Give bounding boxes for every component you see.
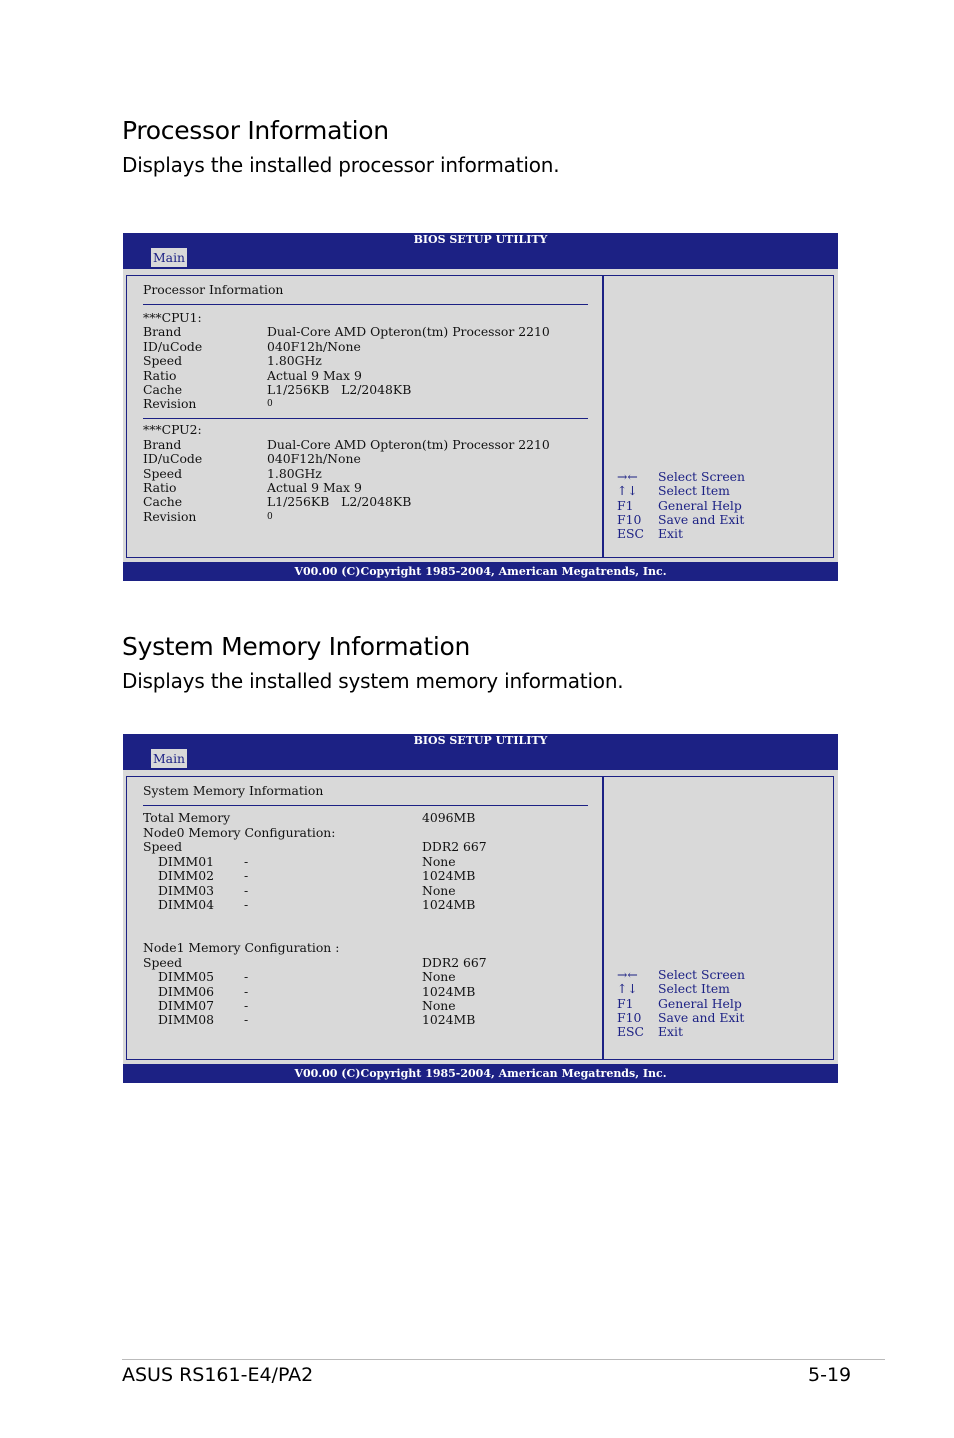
dimm-dash: - [244, 897, 249, 912]
dimm-value: 1024MB [422, 897, 476, 912]
node0-speed-label: Speed [143, 839, 183, 854]
bios-title: BIOS SETUP UTILITY [413, 734, 548, 747]
bios-copyright: V00.00 (C)Copyright 1985-2004, American Megatrends, Inc. [123, 562, 838, 581]
footer-product-name: ASUS RS161-E4/PA2 [122, 1364, 314, 1386]
dimm-value: None [422, 969, 456, 984]
dimm-dash: - [244, 998, 249, 1013]
node1-heading: Node1 Memory Configuration : [143, 940, 340, 955]
dimm-dash: - [244, 854, 249, 869]
pane-title: System Memory Information [143, 783, 324, 798]
arrow-up-down-icon: ↑↓ [617, 981, 638, 997]
help-desc: Select Item [658, 483, 730, 499]
dimm-value: None [422, 854, 456, 869]
section-description-processor: Displays the installed processor information. [122, 153, 560, 177]
cpu1-revision-label: Revision [143, 396, 197, 411]
divider [143, 805, 588, 806]
bios-copyright: V00.00 (C)Copyright 1985-2004, American Megatrends, Inc. [123, 1064, 838, 1083]
bios-screen-memory [123, 734, 838, 1083]
cpu2-brand-value: Dual-Core AMD Opteron(tm) Processor 2210 [267, 437, 550, 452]
pane-title: Processor Information [143, 282, 284, 297]
arrow-left-right-icon: →← [617, 967, 638, 982]
cpu2-ratio-label: Ratio [143, 480, 177, 495]
help-key: F10 [617, 511, 642, 527]
bios-header [123, 233, 838, 269]
info-pane [126, 776, 603, 1060]
section-description-memory: Displays the installed system memory information. [122, 669, 624, 693]
divider [143, 304, 588, 305]
divider [143, 418, 588, 419]
bios-screen-processor [123, 233, 838, 581]
cpu1-ucode-label: ID/uCode [143, 339, 203, 354]
help-pane [603, 275, 834, 558]
arrow-left-right-icon: →← [617, 469, 638, 484]
help-desc: Select Item [658, 981, 730, 997]
dimm-name: DIMM06 [158, 984, 214, 999]
cpu2-speed-label: Speed [143, 466, 183, 481]
cpu1-ratio-label: Ratio [143, 368, 177, 383]
tab-main[interactable]: Main [153, 250, 186, 265]
cpu2-ratio-value: Actual 9 Max 9 [267, 480, 362, 495]
node0-heading: Node0 Memory Configuration: [143, 825, 336, 840]
cpu2-cache-label: Cache [143, 494, 183, 509]
help-desc: Select Screen [658, 469, 745, 484]
help-desc: Exit [658, 1024, 683, 1040]
help-key: F10 [617, 1009, 642, 1025]
cpu1-cache-label: Cache [143, 382, 183, 397]
dimm-name: DIMM03 [158, 883, 214, 898]
help-desc: Exit [658, 526, 683, 542]
bios-title: BIOS SETUP UTILITY [413, 233, 548, 246]
cpu1-ucode-value: 040F12h/None [267, 339, 361, 354]
dimm-name: DIMM02 [158, 868, 214, 883]
cpu1-speed-value: 1.80GHz [267, 353, 322, 368]
footer-page-number: 5-19 [808, 1364, 852, 1386]
cpu1-brand-value: Dual-Core AMD Opteron(tm) Processor 2210 [267, 324, 550, 339]
help-desc: Select Screen [658, 967, 745, 982]
help-desc: General Help [658, 497, 742, 513]
dimm-value: None [422, 998, 456, 1013]
dimm-dash: - [244, 1012, 249, 1027]
cpu2-revision-value: 0 [267, 512, 273, 522]
dimm-value: 1024MB [422, 1012, 476, 1027]
cpu2-speed-value: 1.80GHz [267, 466, 322, 481]
bios-body [123, 770, 838, 1064]
dimm-dash: - [244, 868, 249, 883]
cpu1-brand-label: Brand [143, 324, 182, 339]
dimm-value: 1024MB [422, 868, 476, 883]
cpu1-revision-value: 0 [267, 399, 273, 409]
cpu1-cache-value: L1/256KB L2/2048KB [267, 382, 412, 397]
cpu2-ucode-value: 040F12h/None [267, 451, 361, 466]
help-desc: Save and Exit [658, 511, 745, 527]
footer-divider [122, 1359, 885, 1360]
section-title-memory: System Memory Information [122, 632, 471, 661]
help-desc: Save and Exit [658, 1009, 745, 1025]
dimm-name: DIMM05 [158, 969, 214, 984]
help-key: F1 [617, 995, 634, 1011]
dimm-value: None [422, 883, 456, 898]
help-key: ESC [617, 1024, 645, 1040]
section-title-processor: Processor Information [122, 116, 389, 145]
help-desc: General Help [658, 995, 742, 1011]
node0-speed-value: DDR2 667 [422, 839, 487, 854]
cpu2-heading: ***CPU2: [143, 422, 202, 437]
dimm-name: DIMM08 [158, 1012, 214, 1027]
dimm-dash: - [244, 883, 249, 898]
node1-speed-value: DDR2 667 [422, 955, 487, 970]
tab-main[interactable]: Main [153, 751, 186, 766]
cpu2-cache-value: L1/256KB L2/2048KB [267, 494, 412, 509]
cpu2-brand-label: Brand [143, 437, 182, 452]
arrow-up-down-icon: ↑↓ [617, 483, 638, 499]
dimm-dash: - [244, 984, 249, 999]
help-key: ESC [617, 526, 645, 542]
bios-body [123, 269, 838, 562]
help-pane [603, 776, 834, 1060]
cpu2-ucode-label: ID/uCode [143, 451, 203, 466]
dimm-name: DIMM01 [158, 854, 214, 869]
cpu1-speed-label: Speed [143, 353, 183, 368]
cpu1-ratio-value: Actual 9 Max 9 [267, 368, 362, 383]
info-pane [126, 275, 603, 558]
cpu2-revision-label: Revision [143, 509, 197, 524]
total-memory-value: 4096MB [422, 810, 476, 825]
dimm-dash: - [244, 969, 249, 984]
cpu1-heading: ***CPU1: [143, 310, 202, 325]
total-memory-label: Total Memory [143, 810, 231, 825]
help-key: F1 [617, 497, 634, 513]
bios-header [123, 734, 838, 770]
dimm-name: DIMM04 [158, 897, 214, 912]
dimm-value: 1024MB [422, 984, 476, 999]
node1-speed-label: Speed [143, 955, 183, 970]
dimm-name: DIMM07 [158, 998, 214, 1013]
